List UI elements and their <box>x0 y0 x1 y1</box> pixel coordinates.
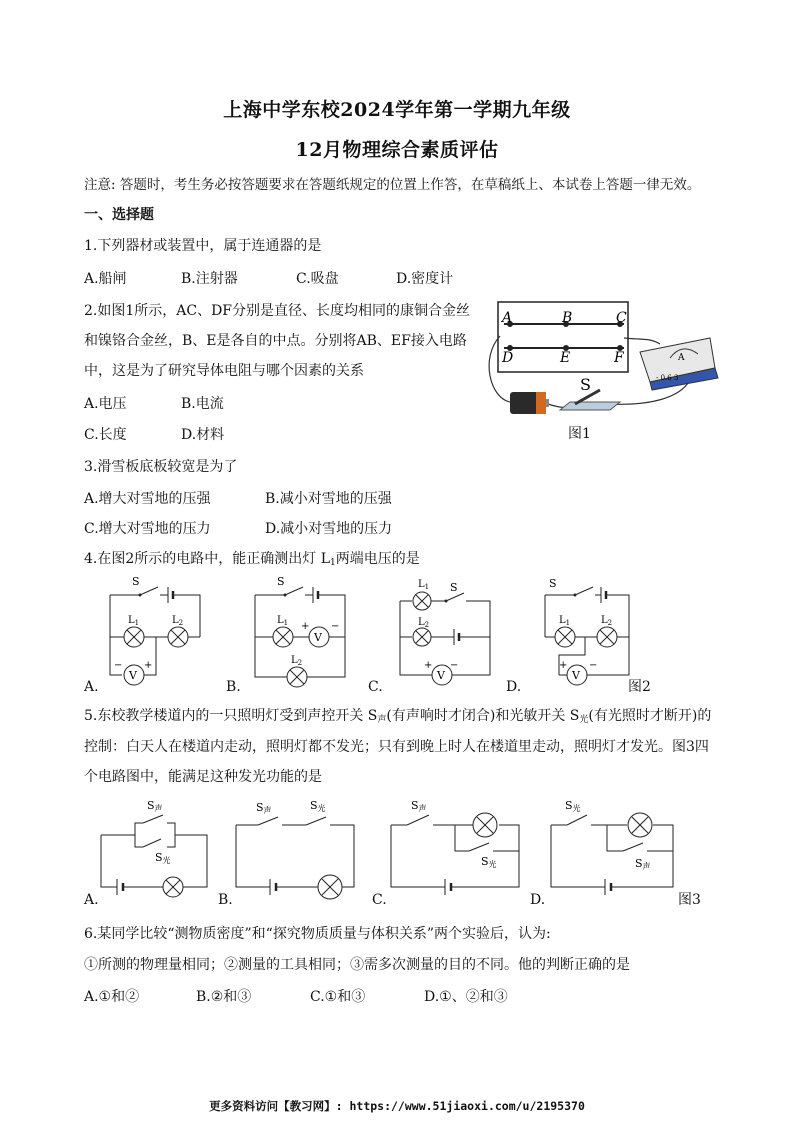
q4-label-d: D. <box>506 679 522 695</box>
svg-text:+: + <box>424 660 433 671</box>
svg-text:+: + <box>301 621 310 632</box>
q4-circuit-a <box>100 575 210 690</box>
svg-text:S: S <box>450 581 458 594</box>
q5-line3: 个电路图中，能满足这种发光功能的是 <box>84 769 322 785</box>
svg-text:L2: $L_2$ <box>291 655 303 667</box>
q3-option-b: B.减小对雪地的压强 <box>265 491 392 507</box>
svg-text:L1: $L_1$ <box>418 579 430 591</box>
q4-circuit-c <box>390 575 500 690</box>
q5-circuit-d <box>545 795 685 900</box>
svg-text:L1: $L_1$ <box>559 615 571 627</box>
q3-option-a: A.增大对雪地的压强 <box>84 491 211 507</box>
q1-option-d: D.密度计 <box>396 271 454 287</box>
footer-link[interactable]: 更多资料访问【教习网】: https://www.51jiaoxi.com/u/2195370 <box>209 1099 585 1113</box>
svg-text:L2: $L_2$ <box>601 615 613 627</box>
svg-text:V: V <box>437 669 445 682</box>
q4-label-c: C. <box>368 679 383 695</box>
svg-text:+: + <box>559 660 568 671</box>
q3-option-c: C.增大对雪地的压力 <box>84 521 211 537</box>
figure-3-caption: 图3 <box>678 892 701 908</box>
q6-line1: 6.某同学比较“测物质密度”和“探究物质质量与体积关系”两个实验后，认为: <box>84 926 551 942</box>
svg-text:V: V <box>314 631 322 644</box>
q6-line2: ①所测的物理量相同；②测量的工具相同；③需多次测量的目的不同。他的判断正确的是 <box>84 957 630 973</box>
q5-label-c: C. <box>372 892 387 908</box>
svg-text:−: − <box>589 660 598 671</box>
q2-option-c: C.长度 <box>84 427 127 443</box>
q5-circuit-b <box>230 795 360 900</box>
q5-label-d: D. <box>530 892 546 908</box>
svg-text:S光: S光 <box>481 855 497 869</box>
fig1-label-e: E <box>560 350 571 366</box>
svg-text:S: S <box>277 575 285 588</box>
svg-text:L1: $L_1$ <box>128 615 140 627</box>
svg-text:−: − <box>450 660 459 671</box>
fig1-meter-label: A <box>678 353 685 363</box>
fig1-label-c: C <box>616 310 627 326</box>
svg-text:−: − <box>331 621 340 632</box>
fig1-label-a: A <box>502 310 513 326</box>
q2-line1: 2.如图1所示，AC、DF分别是直径、长度均相同的康铜合金丝 <box>84 303 471 319</box>
q1-option-b: B.注射器 <box>181 271 238 287</box>
svg-text:S声: S声 <box>256 801 272 815</box>
svg-text:S声: S声 <box>147 799 163 813</box>
q4-stem: 4.在图2所示的电路中，能正确测出灯 $L_1$两端电压的是 <box>84 551 420 568</box>
fig1-label-d: D <box>502 350 514 366</box>
fig1-label-b: B <box>562 310 573 326</box>
svg-text:V: V <box>572 669 580 682</box>
svg-text:L2: $L_2$ <box>172 615 184 627</box>
q6-option-a: A.①和② <box>84 989 140 1005</box>
figure-2-caption: 图2 <box>628 679 651 695</box>
section-heading: 一、选择题 <box>84 207 154 223</box>
q2-line2: 和镍铬合金丝，B、E是各自的中点。分别将AB、EF接入电路 <box>84 333 467 349</box>
q5-label-b: B. <box>218 892 233 908</box>
q2-option-a: A.电压 <box>84 396 127 412</box>
svg-text:L1: $L_1$ <box>277 615 289 627</box>
page-subtitle: 12月物理综合素质评估 <box>295 139 499 161</box>
svg-text:S光: S光 <box>310 799 326 813</box>
q3-option-d: D.减小对雪地的压力 <box>265 521 393 537</box>
q4-label-b: B. <box>226 679 241 695</box>
q5-circuit-a <box>95 795 215 900</box>
svg-text:L2: $L_2$ <box>418 617 430 629</box>
q1-option-a: A.船闸 <box>84 271 127 287</box>
q5-circuit-c <box>385 795 525 900</box>
svg-text:V: V <box>129 669 137 682</box>
figure-1 <box>480 298 730 448</box>
fig1-switch-label: S <box>580 375 591 394</box>
q5-label-a: A. <box>84 892 99 908</box>
q2-option-d: D.材料 <box>181 427 225 443</box>
page-title: 上海中学东校2024学年第一学期九年级 <box>223 99 571 121</box>
q1-option-c: C.吸盘 <box>296 271 339 287</box>
svg-text:S光: S光 <box>155 851 171 865</box>
q5-line1: 5.东校教学楼道内的一只照明灯受到声控开关 $S_声$(有声响时才闭合)和光敏开关 $S_光$(有光照时才断开)的 <box>84 708 712 725</box>
svg-text:S光: S光 <box>565 799 581 813</box>
svg-text:S: S <box>549 577 557 590</box>
q2-line3: 中，这是为了研究导体电阻与哪个因素的关系 <box>84 363 364 379</box>
fig1-label-f: F <box>614 350 624 366</box>
q2-option-b: B.电流 <box>181 396 224 412</box>
svg-text:S声: S声 <box>635 857 651 871</box>
fig1-meter-scale: - 0.6 3 <box>656 374 679 382</box>
q6-option-c: C.①和③ <box>310 989 366 1005</box>
q6-option-b: B.②和③ <box>196 989 252 1005</box>
svg-text:S: S <box>132 575 140 588</box>
q4-label-a: A. <box>84 679 99 695</box>
q4-circuit-d <box>535 575 645 690</box>
q1-stem: 1.下列器材或装置中，属于连通器的是 <box>84 238 322 254</box>
svg-text:−: − <box>114 660 123 671</box>
svg-text:+: + <box>144 660 153 671</box>
svg-text:S声: S声 <box>411 799 427 813</box>
figure-1-caption: 图1 <box>568 426 591 442</box>
q4-circuit-b <box>245 575 355 690</box>
q5-line2: 控制：白天人在楼道内走动，照明灯都不发光；只有到晚上时人在楼道里走动，照明灯才发光。图3四 <box>84 739 709 755</box>
q3-stem: 3.滑雪板底板较宽是为了 <box>84 459 238 475</box>
notice-text: 注意: 答题时，考生务必按答题要求在答题纸规定的位置上作答，在草稿纸上、本试卷上答题一律无效。 <box>84 177 701 193</box>
q6-option-d: D.①、②和③ <box>424 989 508 1005</box>
